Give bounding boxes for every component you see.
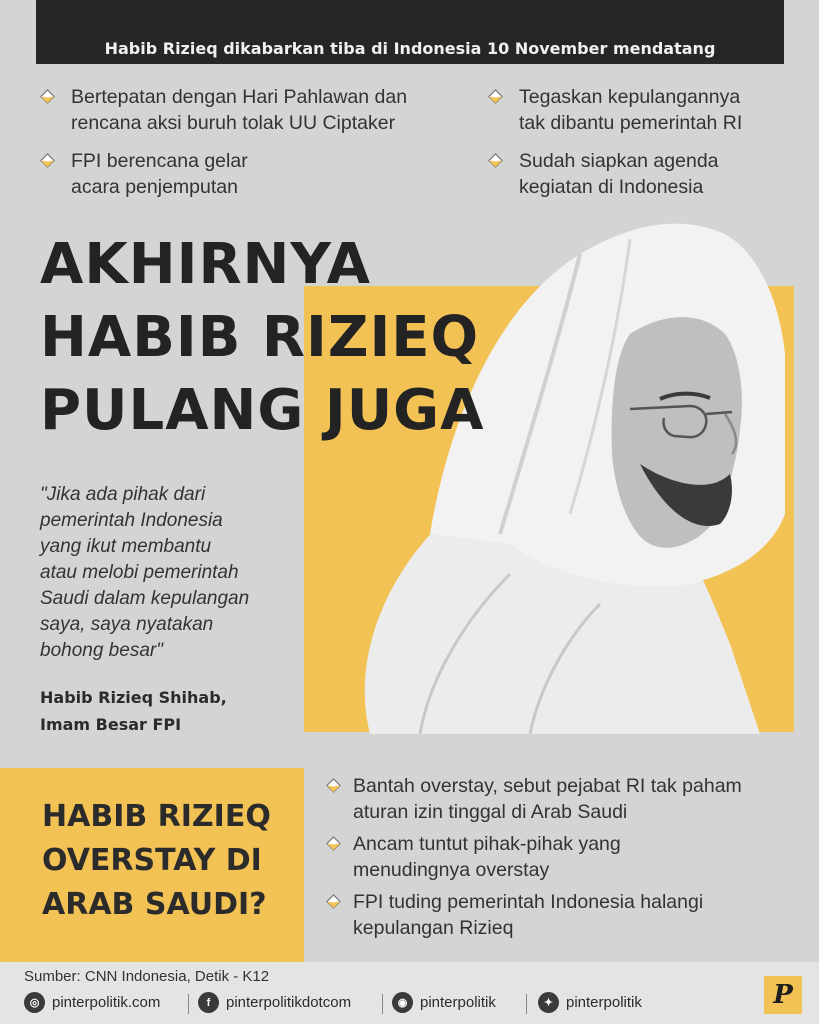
diamond-bullet-icon <box>488 153 503 168</box>
headline-line1: AKHIRNYA <box>40 232 371 297</box>
diamond-bullet-icon <box>326 778 341 793</box>
footer <box>0 962 819 1024</box>
diamond-bullet-icon <box>326 836 341 851</box>
source-text: Sumber: CNN Indonesia, Detik - K12 <box>24 968 270 985</box>
bottom-point-1-line1: Bantah overstay, sebut pejabat RI tak paham <box>353 775 742 797</box>
top-point-3-line1: Tegaskan kepulangannya <box>519 86 741 108</box>
top-point-1-line2: rencana aksi buruh tolak UU Ciptaker <box>71 112 396 134</box>
instagram-link[interactable] <box>392 992 496 1013</box>
headline-line2: HABIB RIZIEQ <box>40 305 480 370</box>
top-point-3 <box>488 84 742 136</box>
bottom-point-2-line1: Ancam tuntut pihak-pihak yang <box>353 833 621 855</box>
quote-line: Saudi dalam kepulangan <box>40 588 250 609</box>
diamond-bullet-icon <box>326 894 341 909</box>
top-point-4 <box>488 148 719 200</box>
bottom-point-1-line2: aturan izin tinggal di Arab Saudi <box>353 801 628 823</box>
diamond-bullet-icon <box>40 89 55 104</box>
footer-divider <box>526 994 527 1014</box>
facebook-icon: f <box>198 992 219 1013</box>
top-point-2-line1: FPI berencana gelar <box>71 150 248 172</box>
header-banner <box>36 0 784 64</box>
quote-author-title: Imam Besar FPI <box>40 715 182 734</box>
diamond-bullet-icon <box>488 89 503 104</box>
twitter-icon: ✦ <box>538 992 559 1013</box>
bottom-point-1 <box>326 773 742 825</box>
bottom-point-3 <box>326 889 703 941</box>
quote-line: atau melobi pemerintah <box>40 562 239 583</box>
headline <box>40 228 484 447</box>
top-point-2-line2: acara penjemputan <box>71 176 238 198</box>
question-line2: OVERSTAY DI <box>42 843 262 878</box>
top-point-4-line1: Sudah siapkan agenda <box>519 150 719 172</box>
diamond-bullet-icon <box>40 153 55 168</box>
bottom-point-2-line2: menudingnya overstay <box>353 859 550 881</box>
top-point-1-line1: Bertepatan dengan Hari Pahlawan dan <box>71 86 408 108</box>
bottom-point-3-line1: FPI tuding pemerintah Indonesia halangi <box>353 891 704 913</box>
website-label: pinterpolitik.com <box>52 994 161 1011</box>
instagram-icon: ◉ <box>392 992 413 1013</box>
quote-line: yang ikut membantu <box>40 536 212 557</box>
quote-line: pemerintah Indonesia <box>40 510 223 531</box>
bottom-point-3-line2: kepulangan Rizieq <box>353 917 514 939</box>
website-link[interactable] <box>24 992 160 1013</box>
footer-divider <box>188 994 189 1014</box>
facebook-label: pinterpolitikdotcom <box>226 994 352 1011</box>
bottom-point-2 <box>326 831 621 883</box>
question-title <box>42 795 292 927</box>
twitter-label: pinterpolitik <box>566 994 642 1011</box>
headline-line3: PULANG JUGA <box>40 378 485 443</box>
top-point-4-line2: kegiatan di Indonesia <box>519 176 704 198</box>
top-point-2 <box>40 148 248 200</box>
header-text: Habib Rizieq dikabarkan tiba di Indonesia 10 November mendatang <box>104 39 716 58</box>
quote-line: bohong besar" <box>40 640 163 661</box>
top-point-1 <box>40 84 407 136</box>
quote-line: saya, saya nyatakan <box>40 614 214 635</box>
globe-icon: ◎ <box>24 992 45 1013</box>
question-line3: ARAB SAUDI? <box>42 887 267 922</box>
twitter-link[interactable] <box>538 992 642 1013</box>
quote-author-name: Habib Rizieq Shihab, <box>40 688 227 707</box>
footer-divider <box>382 994 383 1014</box>
instagram-label: pinterpolitik <box>420 994 496 1011</box>
quote-line: "Jika ada pihak dari <box>40 484 206 505</box>
question-line1: HABIB RIZIEQ <box>42 799 271 834</box>
pinterpolitik-logo: P <box>764 976 802 1014</box>
quote-text <box>40 482 310 664</box>
quote-author <box>40 684 227 738</box>
facebook-link[interactable] <box>198 992 351 1013</box>
top-point-3-line2: tak dibantu pemerintah RI <box>519 112 743 134</box>
